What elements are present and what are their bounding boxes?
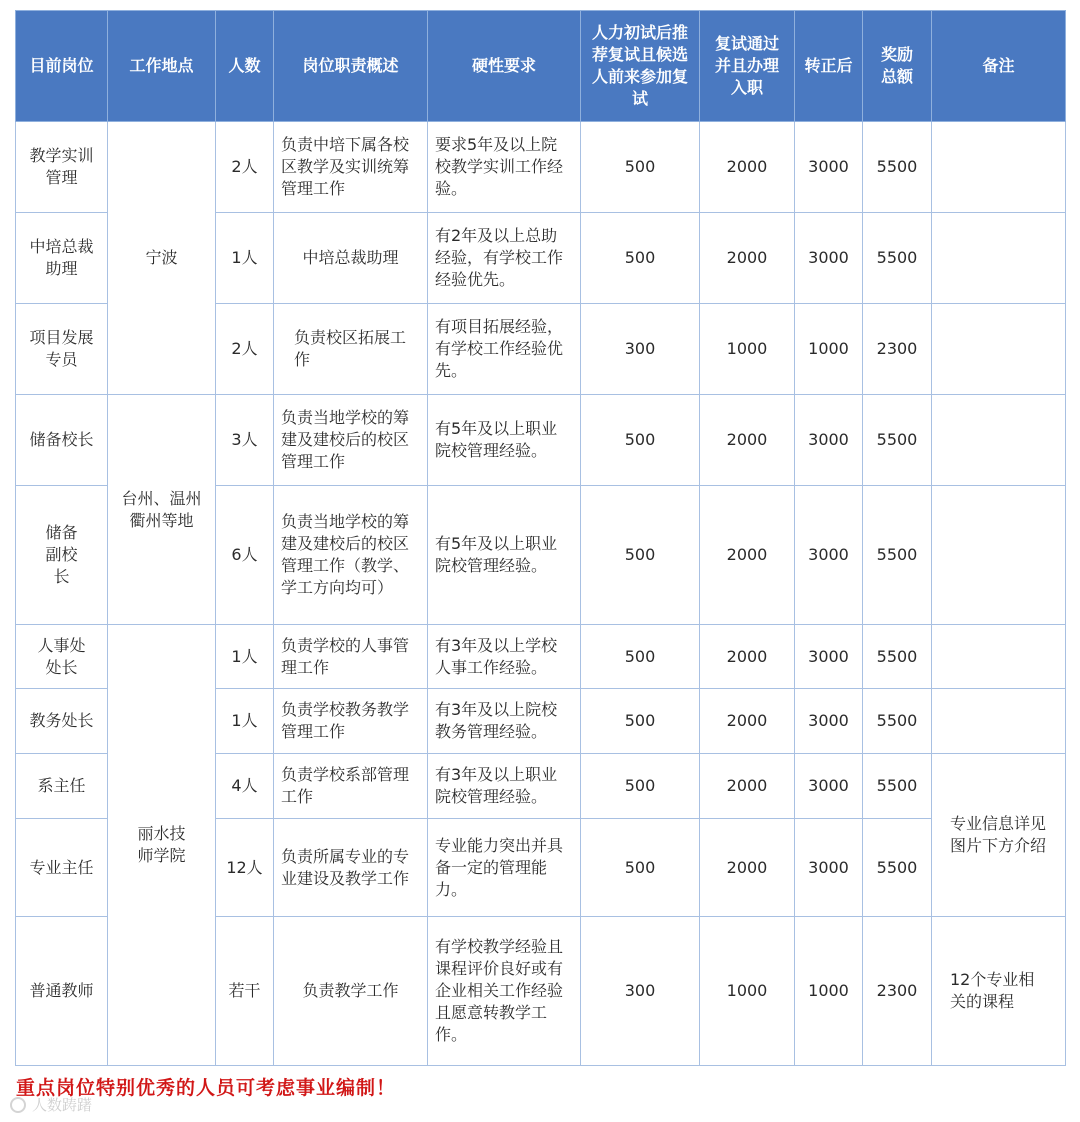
position-cell: 人事处处长 (16, 625, 108, 689)
reward3-cell: 3000 (795, 486, 863, 625)
count-cell: 4人 (216, 754, 274, 819)
header-reward3: 转正后 (795, 11, 863, 122)
count-cell: 1人 (216, 213, 274, 304)
count-cell: 2人 (216, 122, 274, 213)
count-cell: 6人 (216, 486, 274, 625)
reward1-cell: 500 (581, 625, 700, 689)
total-cell: 2300 (863, 304, 932, 395)
total-cell: 5500 (863, 486, 932, 625)
position-cell: 教学实训管理 (16, 122, 108, 213)
requirements-cell: 有学校教学经验且课程评价良好或有企业相关工作经验且愿意转教学工作。 (428, 917, 581, 1066)
reward1-cell: 500 (581, 213, 700, 304)
header-reward1: 人力初试后推荐复试且候选人前来参加复试 (581, 11, 700, 122)
header-remarks: 备注 (932, 11, 1066, 122)
reward2-cell: 2000 (700, 486, 795, 625)
requirements-cell: 有2年及以上总助经验，有学校工作经验优先。 (428, 213, 581, 304)
location-cell: 宁波 (108, 122, 216, 395)
position-cell: 教务处长 (16, 689, 108, 754)
remarks-cell: 专业信息详见图片下方介绍 (932, 754, 1066, 917)
requirements-cell: 有项目拓展经验，有学校工作经验优先。 (428, 304, 581, 395)
reward2-cell: 2000 (700, 395, 795, 486)
reward3-cell: 3000 (795, 754, 863, 819)
watermark (10, 1094, 92, 1115)
duties-cell: 负责校区拓展工作 (274, 304, 428, 395)
reward2-cell: 2000 (700, 213, 795, 304)
requirements-cell: 有3年及以上学校人事工作经验。 (428, 625, 581, 689)
reward3-cell: 3000 (795, 213, 863, 304)
duties-cell: 负责学校教务教学管理工作 (274, 689, 428, 754)
reward1-cell: 500 (581, 689, 700, 754)
reward3-cell: 3000 (795, 395, 863, 486)
reward3-cell: 3000 (795, 689, 863, 754)
reward2-cell: 2000 (700, 689, 795, 754)
table-row (16, 395, 1066, 486)
duties-cell: 负责当地学校的筹建及建校后的校区管理工作 (274, 395, 428, 486)
remarks-cell (932, 122, 1066, 213)
reward1-cell: 500 (581, 486, 700, 625)
reward3-cell: 3000 (795, 819, 863, 917)
count-cell: 2人 (216, 304, 274, 395)
remarks-cell (932, 625, 1066, 689)
position-cell: 普通教师 (16, 917, 108, 1066)
total-cell: 5500 (863, 625, 932, 689)
reward2-cell: 2000 (700, 754, 795, 819)
reward2-cell: 2000 (700, 122, 795, 213)
location-cell: 台州、温州衢州等地 (108, 395, 216, 625)
header-position: 目前岗位 (16, 11, 108, 122)
table-row (16, 625, 1066, 689)
header-duties: 岗位职责概述 (274, 11, 428, 122)
total-cell: 5500 (863, 122, 932, 213)
duties-cell: 负责所属专业的专业建设及教学工作 (274, 819, 428, 917)
watermark-logo-icon (10, 1097, 26, 1113)
position-cell: 系主任 (16, 754, 108, 819)
reward1-cell: 500 (581, 122, 700, 213)
position-cell: 项目发展专员 (16, 304, 108, 395)
reward1-cell: 500 (581, 395, 700, 486)
reward2-cell: 1000 (700, 304, 795, 395)
duties-cell: 负责当地学校的筹建及建校后的校区管理工作（教学、学工方向均可） (274, 486, 428, 625)
reward1-cell: 300 (581, 304, 700, 395)
header-reward2: 复试通过并且办理入职 (700, 11, 795, 122)
reward2-cell: 2000 (700, 625, 795, 689)
location-cell: 丽水技师学院 (108, 625, 216, 1066)
total-cell: 5500 (863, 395, 932, 486)
position-cell: 储备副校长 (16, 486, 108, 625)
header-row (16, 11, 1066, 122)
total-cell: 2300 (863, 917, 932, 1066)
remarks-cell: 12个专业相关的课程 (932, 917, 1066, 1066)
header-location: 工作地点 (108, 11, 216, 122)
total-cell: 5500 (863, 689, 932, 754)
position-cell: 中培总裁助理 (16, 213, 108, 304)
reward3-cell: 3000 (795, 122, 863, 213)
reward3-cell: 3000 (795, 625, 863, 689)
requirements-cell: 有5年及以上职业院校管理经验。 (428, 395, 581, 486)
header-total: 奖励总额 (863, 11, 932, 122)
requirements-cell: 要求5年及以上院校教学实训工作经验。 (428, 122, 581, 213)
total-cell: 5500 (863, 754, 932, 819)
count-cell: 12人 (216, 819, 274, 917)
header-count: 人数 (216, 11, 274, 122)
duties-cell: 中培总裁助理 (274, 213, 428, 304)
total-cell: 5500 (863, 819, 932, 917)
footnote: 重点岗位特别优秀的人员可考虑事业编制！ (16, 1077, 397, 1099)
position-cell: 储备校长 (16, 395, 108, 486)
count-cell: 1人 (216, 625, 274, 689)
count-cell: 若干 (216, 917, 274, 1066)
header-requirements: 硬性要求 (428, 11, 581, 122)
reward1-cell: 300 (581, 917, 700, 1066)
requirements-cell: 有3年及以上职业院校管理经验。 (428, 754, 581, 819)
reward3-cell: 1000 (795, 304, 863, 395)
table-row (16, 122, 1066, 213)
requirements-cell: 有5年及以上职业院校管理经验。 (428, 486, 581, 625)
reward2-cell: 1000 (700, 917, 795, 1066)
reward1-cell: 500 (581, 819, 700, 917)
count-cell: 3人 (216, 395, 274, 486)
remarks-cell (932, 213, 1066, 304)
reward2-cell: 2000 (700, 819, 795, 917)
watermark-text: 人数踌躇 (32, 1096, 93, 1114)
position-cell: 专业主任 (16, 819, 108, 917)
recruitment-table (15, 10, 1066, 1066)
duties-cell: 负责学校系部管理工作 (274, 754, 428, 819)
requirements-cell: 有3年及以上院校教务管理经验。 (428, 689, 581, 754)
duties-cell: 负责教学工作 (274, 917, 428, 1066)
remarks-cell (932, 395, 1066, 486)
duties-cell: 负责学校的人事管理工作 (274, 625, 428, 689)
total-cell: 5500 (863, 213, 932, 304)
remarks-cell (932, 689, 1066, 754)
duties-cell: 负责中培下属各校区教学及实训统筹管理工作 (274, 122, 428, 213)
requirements-cell: 专业能力突出并具备一定的管理能力。 (428, 819, 581, 917)
count-cell: 1人 (216, 689, 274, 754)
remarks-cell (932, 304, 1066, 395)
remarks-cell (932, 486, 1066, 625)
reward1-cell: 500 (581, 754, 700, 819)
reward3-cell: 1000 (795, 917, 863, 1066)
